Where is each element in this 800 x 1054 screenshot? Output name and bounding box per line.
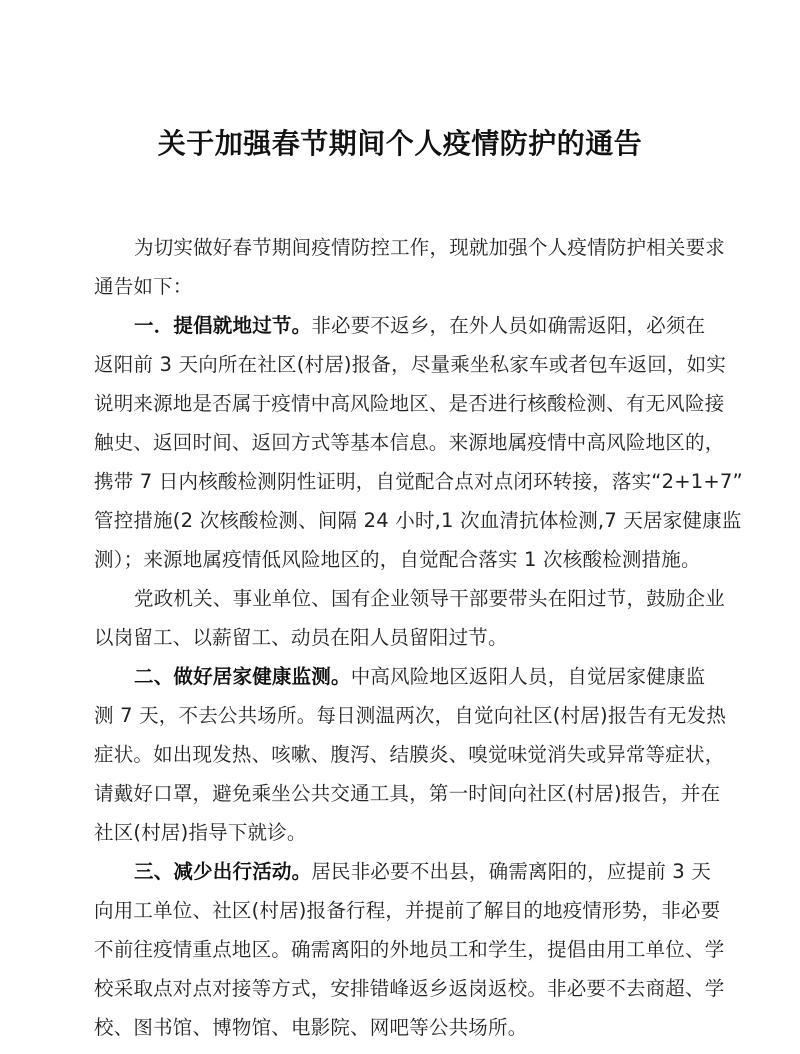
section3-line: 不前往疫情重点地区。确需离阳的外地员工和学生，提倡由用工单位、学 (94, 938, 725, 961)
section1-line: 返阳前 3 天向所在社区(村居)报备，尽量乘坐私家车或者包车返回，如实 (94, 353, 727, 376)
section3-line: 向用工单位、社区(村居)报备行程，并提前了解目的地疫情形势，非必要 (94, 899, 721, 922)
section1-first-line (94, 306, 714, 345)
section3-first-line (94, 852, 714, 891)
intro-line: 为切实做好春节期间疫情防控工作，现就加强个人疫情防护相关要求 (134, 236, 726, 259)
section3-text: 居民非必要不出县，确需离阳的，应提前 3 天 (311, 860, 712, 883)
document-body (94, 228, 743, 1047)
section2-text: 中高风险地区返阳人员，自觉居家健康监 (350, 665, 706, 688)
section1-line: 说明来源地是否属于疫情中高风险地区、是否进行核酸检测、有无风险接 (94, 392, 725, 415)
leaders-line: 党政机关、事业单位、国有企业领导干部要带头在阳过节，鼓励企业 (134, 587, 726, 610)
leaders-line: 以岗留工、以薪留工、动员在阳人员留阳过节。 (94, 626, 508, 649)
section1-line: 携带 7 日内核酸检测阴性证明，自觉配合点对点闭环转接，落实“2+1+7” (94, 470, 743, 493)
section1-text: 非必要不返乡，在外人员如确需返阳，必须在 (311, 314, 706, 337)
section1-line: 管控措施(2 次核酸检测、间隔 24 小时,1 次血清抗体检测,7 天居家健康监 (94, 509, 742, 532)
intro-line: 通告如下： (94, 275, 193, 298)
section1-heading: 一．提倡就地过节。 (134, 314, 312, 337)
section2-line: 测 7 天，不去公共场所。每日测温两次，自觉向社区(村居)报告有无发热 (94, 704, 727, 727)
section3-heading: 三、减少出行活动。 (134, 860, 312, 883)
section1-line: 测）；来源地属疫情低风险地区的，自觉配合落实 1 次核酸检测措施。 (94, 548, 701, 571)
section2-first-line (94, 657, 714, 696)
section3-line: 校采取点对点对接等方式，安排错峰返乡返岗返校。非必要不去商超、学 (94, 977, 725, 1000)
section2-line: 社区(村居)指导下就诊。 (94, 821, 307, 844)
section3-line: 校、图书馆、博物馆、电影院、网吧等公共场所。 (94, 1016, 528, 1039)
section2-line: 症状。如出现发热、咳嗽、腹泻、结膜炎、嗅觉味觉消失或异常等症状， (94, 743, 725, 766)
section2-line: 请戴好口罩，避免乘坐公共交通工具，第一时间向社区(村居)报告，并在 (94, 782, 721, 805)
section2-heading: 二、做好居家健康监测。 (134, 665, 351, 688)
document-title: 关于加强春节期间个人疫情防护的通告 (157, 127, 643, 160)
section1-line: 触史、返回时间、返回方式等基本信息。来源地属疫情中高风险地区的， (94, 431, 725, 454)
